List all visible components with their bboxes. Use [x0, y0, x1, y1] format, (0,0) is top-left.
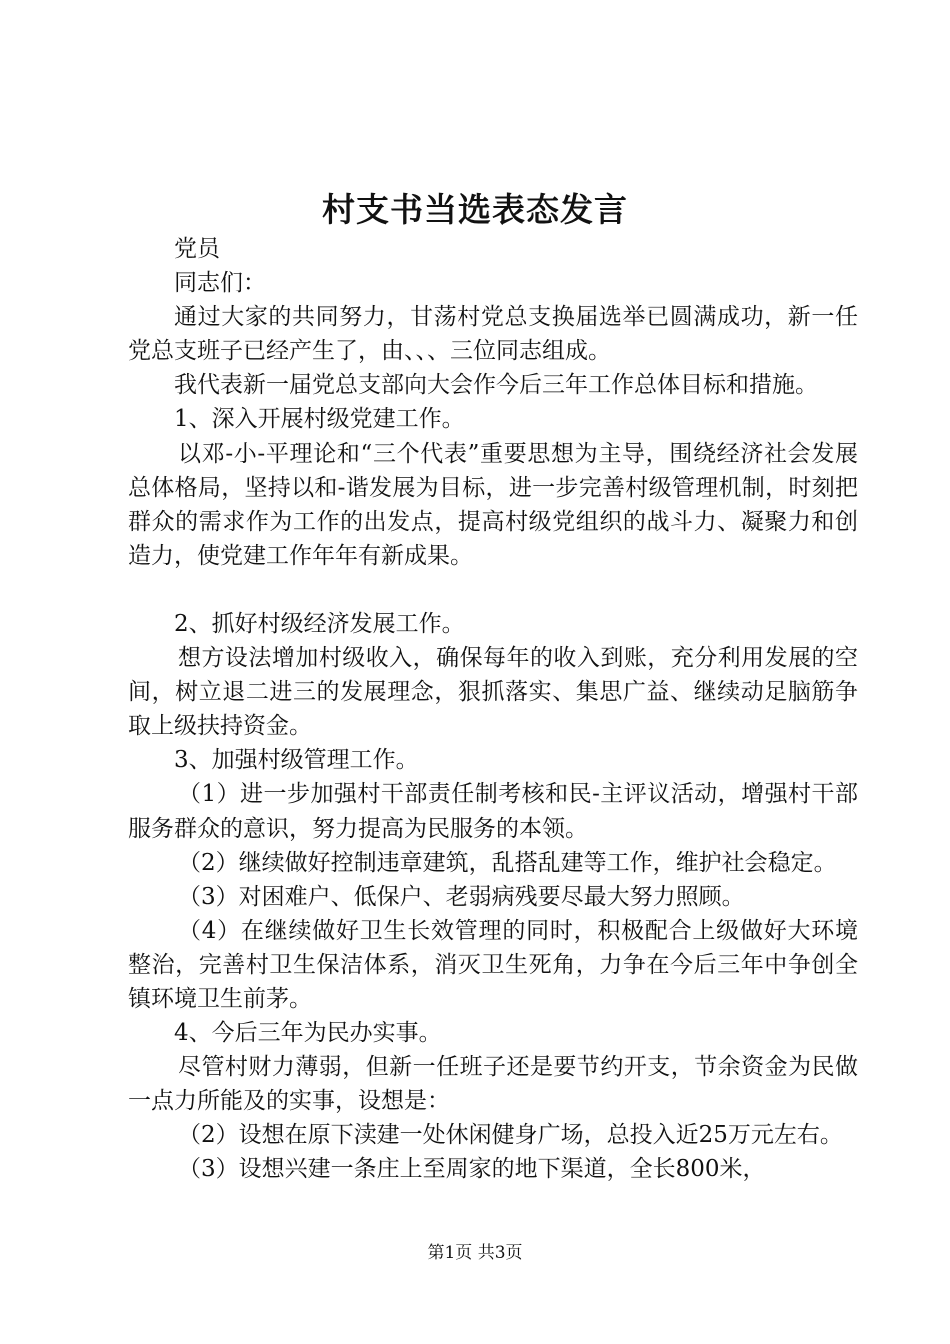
section-heading: 1、深入开展村级党建工作。	[174, 406, 465, 433]
list-item: （1）进一步加强村干部责任制考核和民-主评议活动，增强村干部服务群众的意识，努力提高为民服务的本领。	[128, 781, 858, 842]
body-paragraph: 通过大家的共同努力，甘荡村党总支换届选举已圆满成功，新一任党总支班子已经产生了，由、、、三位同志组成。	[128, 304, 858, 365]
salutation-line: 同志们：	[174, 270, 266, 297]
document-body	[128, 232, 858, 1187]
body-paragraph: 尽管村财力薄弱，但新一任班子还是要节约开支，节余资金为民做一点力所能及的实事，设想是：	[128, 1054, 858, 1115]
section-heading: 3、加强村级管理工作。	[174, 747, 419, 774]
body-paragraph: 以邓-小-平理论和“三个代表”重要思想为主导，围绕经济社会发展总体格局，坚持以和-谐发展为目标，进一步完善村级管理机制，时刻把群众的需求作为工作的出发点，提高村级党组织的战斗力、凝聚力和创造力，使党建工作年年有新成果。	[128, 440, 858, 569]
salutation-line: 党员	[174, 236, 220, 262]
list-item: （2）继续做好控制违章建筑，乱搭乱建等工作，维护社会稳定。	[178, 849, 837, 876]
body-paragraph: 想方设法增加村级收入，确保每年的收入到账，充分利用发展的空间，树立退二进三的发展理念，狠抓落实、集思广益、继续动足脑筋争取上级扶持资金。	[128, 645, 858, 740]
page-footer: 第1页 共3页	[427, 1243, 523, 1263]
section-heading: 4、今后三年为民办实事。	[174, 1020, 442, 1047]
document-title: 村支书当选表态发言	[322, 190, 628, 229]
list-item: （3）对困难户、低保户、老弱病残要尽最大努力照顾。	[178, 883, 745, 910]
list-item: （2）设想在原下渎建一处休闲健身广场，总投入近25万元左右。	[178, 1122, 843, 1149]
list-item: （4）在继续做好卫生长效管理的同时，积极配合上级做好大环境整治，完善村卫生保洁体系，消灭卫生死角，力争在今后三年中争创全镇环境卫生前茅。	[128, 917, 858, 1012]
section-heading: 2、抓好村级经济发展工作。	[174, 610, 465, 637]
list-item: （3）设想兴建一条庄上至周家的地下渠道，全长800米，	[178, 1156, 766, 1183]
body-paragraph: 我代表新一届党总支部向大会作今后三年工作总体目标和措施。	[174, 372, 818, 399]
